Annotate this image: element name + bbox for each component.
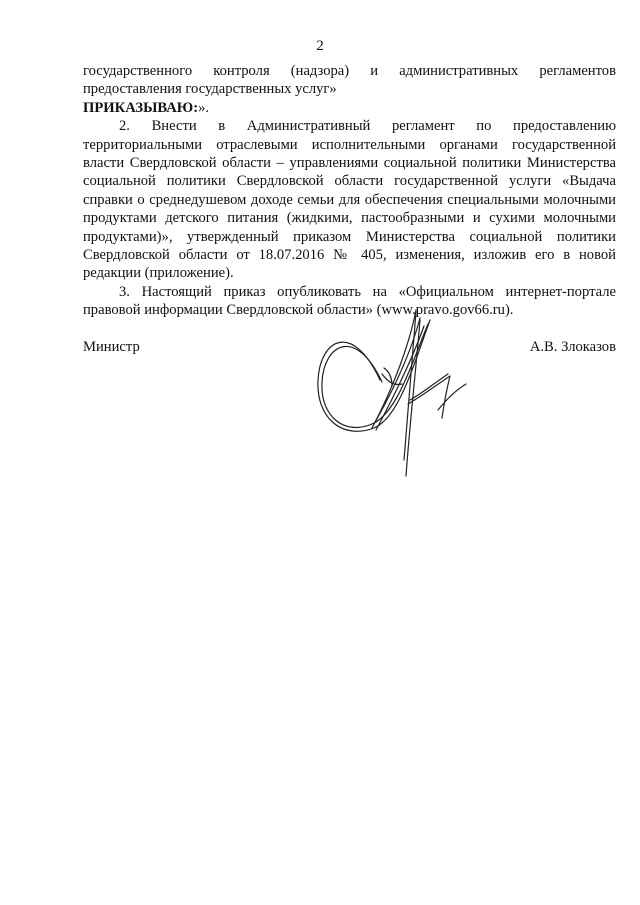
signer-name: А.В. Злоказов: [529, 339, 616, 355]
order-heading: [83, 99, 616, 117]
order-word: ПРИКАЗЫВАЮ:: [83, 99, 199, 116]
signer-role: Министр: [83, 339, 140, 355]
handwritten-signature: [312, 300, 482, 486]
paragraph-continuation: государственного контроля (надзора) и административных регламентов предоставления государственных услуг»: [83, 63, 616, 98]
page-number: 2: [316, 38, 324, 54]
order-tail: ».: [198, 99, 210, 116]
document-body: [83, 62, 616, 320]
paragraph-item-2: 2. Внести в Административный регламент по предоставлению территориальными отраслевыми исполнительными органами государственной власти Свердловской области – управлениями социальной политики Министерства социальной политики Свердловской области государственной услуги «Выдача справки о среднедушевом доходе семьи для обеспечения специальными молочными продуктами детского питания (жидкими, пастообразными и сухими молочными продуктами)», утвержденный приказом Министерства социальной политики Свердловской области от 18.07.2016 № 405, изменения, изложив его в новой редакции (приложение).: [83, 118, 616, 282]
paragraph-item-3: 3. Настоящий приказ опубликовать на «Официальном интернет-портале правовой информации Свердловской области» (www.pravo.gov66.ru).: [83, 283, 616, 319]
